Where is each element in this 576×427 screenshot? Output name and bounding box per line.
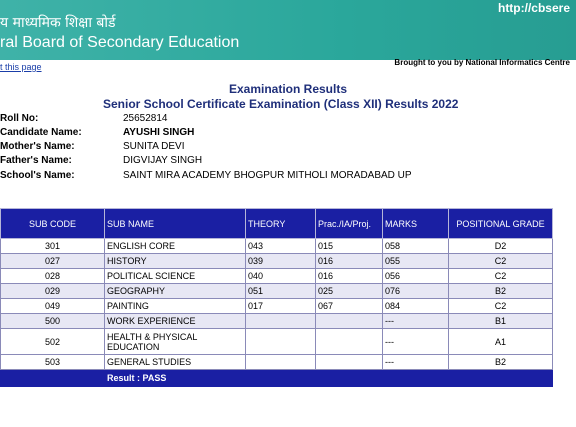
table-row bbox=[1, 329, 553, 355]
col-header-positional-grade: POSITIONAL GRADE bbox=[449, 209, 553, 239]
sub-name-cell: PAINTING bbox=[105, 299, 246, 314]
grade-cell: B1 bbox=[449, 314, 553, 329]
father-name-label: Father's Name: bbox=[0, 155, 72, 166]
marks-cell: 056 bbox=[383, 269, 449, 284]
site-url: http://cbsere bbox=[497, 1, 570, 15]
marks-cell: 084 bbox=[383, 299, 449, 314]
table-row bbox=[1, 355, 553, 370]
credit-text: Brought to you by National Informatics Centre bbox=[394, 58, 570, 67]
sub-name-cell: HEALTH & PHYSICAL EDUCATION bbox=[105, 329, 246, 355]
sub-name-cell: GENERAL STUDIES bbox=[105, 355, 246, 370]
grade-cell: A1 bbox=[449, 329, 553, 355]
mother-name-value: SUNITA DEVI bbox=[123, 141, 185, 152]
col-header-practical: Prac./IA/Proj. bbox=[316, 209, 383, 239]
board-hindi-title: य माध्यमिक शिक्षा बोर्ड bbox=[0, 15, 116, 31]
sub-name-cell: HISTORY bbox=[105, 254, 246, 269]
grade-cell: D2 bbox=[449, 239, 553, 254]
table-row bbox=[1, 254, 553, 269]
sub-name-cell: WORK EXPERIENCE bbox=[105, 314, 246, 329]
result-row bbox=[1, 370, 553, 387]
candidate-name-row bbox=[0, 127, 576, 141]
theory-cell: 051 bbox=[246, 284, 316, 299]
print-page-link[interactable]: t this page bbox=[0, 62, 42, 72]
school-name-label: School's Name: bbox=[0, 170, 75, 181]
practical-cell: 025 bbox=[316, 284, 383, 299]
theory-cell: 017 bbox=[246, 299, 316, 314]
table-row bbox=[1, 314, 553, 329]
practical-cell bbox=[316, 329, 383, 355]
theory-cell bbox=[246, 329, 316, 355]
roll-no-value: 25652814 bbox=[123, 113, 168, 124]
practical-cell: 015 bbox=[316, 239, 383, 254]
candidate-name-label: Candidate Name: bbox=[0, 127, 82, 138]
theory-cell: 043 bbox=[246, 239, 316, 254]
board-english-title: ral Board of Secondary Education bbox=[0, 34, 240, 51]
marks-cell: 076 bbox=[383, 284, 449, 299]
table-row bbox=[1, 299, 553, 314]
marks-cell: --- bbox=[383, 355, 449, 370]
sub-code-cell: 029 bbox=[1, 284, 105, 299]
exam-title: Senior School Certificate Examination (Class XII) Results 2022 bbox=[103, 97, 459, 111]
practical-cell: 067 bbox=[316, 299, 383, 314]
roll-no-row bbox=[0, 113, 576, 127]
result-text: Result : PASS bbox=[105, 370, 553, 387]
sub-code-cell: 049 bbox=[1, 299, 105, 314]
col-header-theory: THEORY bbox=[246, 209, 316, 239]
marks-cell: 055 bbox=[383, 254, 449, 269]
theory-cell bbox=[246, 314, 316, 329]
table-header-row bbox=[1, 209, 553, 239]
sub-name-cell: ENGLISH CORE bbox=[105, 239, 246, 254]
sub-code-cell: 502 bbox=[1, 329, 105, 355]
col-header-sub-name: SUB NAME bbox=[105, 209, 246, 239]
practical-cell: 016 bbox=[316, 254, 383, 269]
sub-name-cell: POLITICAL SCIENCE bbox=[105, 269, 246, 284]
school-name-value: SAINT MIRA ACADEMY BHOGPUR MITHOLI MORADABAD UP bbox=[123, 170, 412, 181]
grade-cell: C2 bbox=[449, 269, 553, 284]
sub-code-cell: 500 bbox=[1, 314, 105, 329]
marks-cell: --- bbox=[383, 314, 449, 329]
col-header-marks: MARKS bbox=[383, 209, 449, 239]
sub-code-cell: 503 bbox=[1, 355, 105, 370]
col-header-sub-code: SUB CODE bbox=[1, 209, 105, 239]
marks-cell: --- bbox=[383, 329, 449, 355]
table-row bbox=[1, 284, 553, 299]
marks-cell: 058 bbox=[383, 239, 449, 254]
site-banner bbox=[0, 0, 576, 60]
sub-code-cell: 027 bbox=[1, 254, 105, 269]
grade-cell: B2 bbox=[449, 284, 553, 299]
marks-table bbox=[0, 208, 553, 387]
mother-name-row bbox=[0, 141, 576, 155]
practical-cell bbox=[316, 355, 383, 370]
grade-cell: B2 bbox=[449, 355, 553, 370]
sub-code-cell: 301 bbox=[1, 239, 105, 254]
father-name-row bbox=[0, 155, 576, 169]
sub-code-cell: 028 bbox=[1, 269, 105, 284]
school-name-row bbox=[0, 170, 576, 184]
sub-name-cell: GEOGRAPHY bbox=[105, 284, 246, 299]
practical-cell bbox=[316, 314, 383, 329]
theory-cell: 039 bbox=[246, 254, 316, 269]
grade-cell: C2 bbox=[449, 254, 553, 269]
table-row bbox=[1, 239, 553, 254]
mother-name-label: Mother's Name: bbox=[0, 141, 75, 152]
grade-cell: C2 bbox=[449, 299, 553, 314]
theory-cell bbox=[246, 355, 316, 370]
roll-no-label: Roll No: bbox=[0, 113, 39, 124]
candidate-name-value: AYUSHI SINGH bbox=[123, 127, 195, 138]
table-row bbox=[1, 269, 553, 284]
father-name-value: DIGVIJAY SINGH bbox=[123, 155, 203, 166]
practical-cell: 016 bbox=[316, 269, 383, 284]
page-title: Examination Results bbox=[228, 82, 348, 96]
theory-cell: 040 bbox=[246, 269, 316, 284]
result-spacer bbox=[1, 370, 105, 387]
